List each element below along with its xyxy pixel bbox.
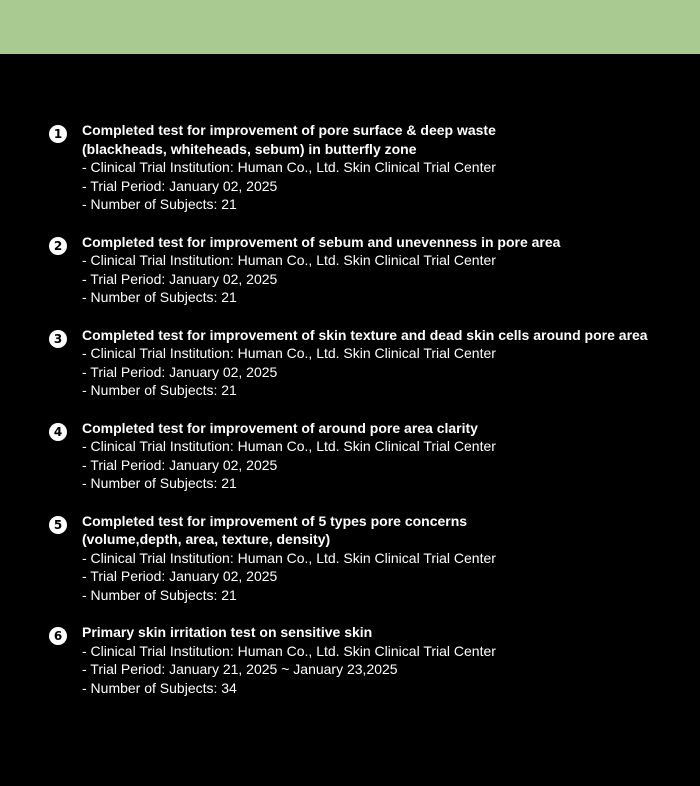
item-institution: - Clinical Trial Institution: Human Co., Ltd. Skin Clinical Trial Center [82,642,496,659]
item-title: Primary skin irritation test on sensitive skin [82,624,373,640]
item-subjects: - Number of Subjects: 21 [82,289,237,305]
number-badge-icon: 6 [49,627,67,645]
item-institution: - Clinical Trial Institution: Human Co., Ltd. Skin Clinical Trial Center [82,438,496,454]
item-period: - Trial Period: January 02, 2025 [82,568,278,584]
list-item [0,233,700,307]
item-institution: - Clinical Trial Institution: Human Co., Ltd. Skin Clinical Trial Center [82,159,496,175]
item-period: - Trial Period: January 02, 2025 [82,177,278,194]
item-period: - Trial Period: January 02, 2025 [82,363,278,380]
item-subjects: - Number of Subjects: 21 [82,475,237,491]
list-item [0,512,700,605]
number-badge-icon: 1 [49,125,67,143]
item-institution: - Clinical Trial Institution: Human Co., Ltd. Skin Clinical Trial Center [82,252,496,268]
item-institution: - Clinical Trial Institution: Human Co., Ltd. Skin Clinical Trial Center [82,549,496,566]
item-period: - Trial Period: January 02, 2025 [82,270,278,287]
item-title: Completed test for improvement of 5 types pore concerns (volume,depth, area, texture, density) [82,512,468,547]
item-subjects: - Number of Subjects: 21 [82,382,237,398]
number-badge-icon: 4 [49,423,67,441]
item-period: - Trial Period: January 02, 2025 [82,456,278,473]
number-badge-icon: 3 [49,330,67,348]
list-item [0,419,700,493]
clinical-test-list [0,121,700,716]
item-title: Completed test for improvement of sebum and unevenness in pore area [82,233,561,250]
list-item [0,623,700,697]
item-subjects: - Number of Subjects: 21 [82,196,237,212]
item-subjects: - Number of Subjects: 21 [82,586,237,603]
list-item [0,121,700,214]
item-title: Completed test for improvement of skin texture and dead skin cells around pore area [82,326,648,343]
item-subjects: - Number of Subjects: 34 [82,679,237,696]
number-badge-icon: 5 [49,516,67,534]
item-period: - Trial Period: January 21, 2025 ~ January 23,2025 [82,661,398,677]
number-badge-icon: 2 [49,237,67,255]
item-institution: - Clinical Trial Institution: Human Co., Ltd. Skin Clinical Trial Center [82,345,496,361]
item-title: Completed test for improvement of pore surface & deep waste (blackheads, whiteheads, sebum) in butterfly zone [82,122,496,157]
list-item [0,326,700,400]
top-color-band [0,0,700,54]
item-title: Completed test for improvement of around pore area clarity [82,419,478,436]
